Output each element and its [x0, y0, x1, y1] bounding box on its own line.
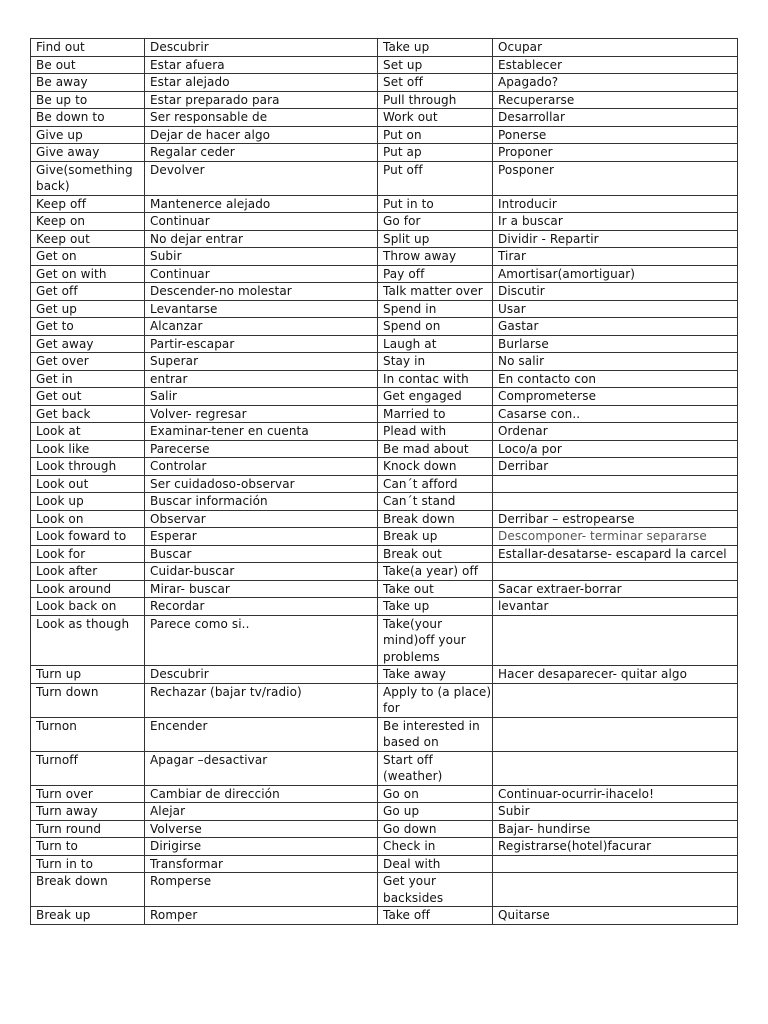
phrasal-verb-cell: Turn away: [31, 803, 145, 821]
spanish-meaning-cell: Observar: [145, 510, 378, 528]
phrasal-verb-cell: Talk matter over: [378, 283, 493, 301]
spanish-meaning-cell: Continuar-ocurrir-ihacelo!: [493, 785, 738, 803]
phrasal-verb-cell: Put in to: [378, 195, 493, 213]
spanish-meaning-cell: Usar: [493, 300, 738, 318]
spanish-meaning-cell: Descubrir: [145, 666, 378, 684]
phrasal-verb-cell: Laugh at: [378, 335, 493, 353]
phrasal-verb-cell: Knock down: [378, 458, 493, 476]
spanish-meaning-cell: Hacer desaparecer- quitar algo: [493, 666, 738, 684]
phrasal-verb-cell: Turn down: [31, 683, 145, 717]
spanish-meaning-cell: Sacar extraer-borrar: [493, 580, 738, 598]
phrasal-verb-cell: Get back: [31, 405, 145, 423]
spanish-meaning-cell: Apagado?: [493, 74, 738, 92]
phrasal-verb-cell: Work out: [378, 109, 493, 127]
spanish-meaning-cell: Controlar: [145, 458, 378, 476]
table-row: [31, 144, 738, 162]
phrasal-verb-cell: Throw away: [378, 248, 493, 266]
spanish-meaning-cell: Ser responsable de: [145, 109, 378, 127]
phrasal-verb-cell: Look like: [31, 440, 145, 458]
spanish-meaning-cell: Descender-no molestar: [145, 283, 378, 301]
phrasal-verb-cell: Can´t afford: [378, 475, 493, 493]
spanish-meaning-cell: [493, 563, 738, 581]
table-row: [31, 318, 738, 336]
phrasal-verb-cell: Take away: [378, 666, 493, 684]
table-row: [31, 74, 738, 92]
phrasal-verb-cell: Look as though: [31, 615, 145, 666]
spanish-meaning-cell: No dejar entrar: [145, 230, 378, 248]
spanish-meaning-cell: Examinar-tener en cuenta: [145, 423, 378, 441]
phrasal-verb-cell: Get off: [31, 283, 145, 301]
spanish-meaning-cell: [493, 751, 738, 785]
phrasal-verb-cell: Get to: [31, 318, 145, 336]
table-row: [31, 230, 738, 248]
spanish-meaning-cell: Derribar: [493, 458, 738, 476]
table-row: [31, 510, 738, 528]
phrasal-verbs-table: [30, 38, 738, 925]
spanish-meaning-cell: [493, 717, 738, 751]
phrasal-verb-cell: Put ap: [378, 144, 493, 162]
phrasal-verb-cell: Turnon: [31, 717, 145, 751]
table-row: [31, 388, 738, 406]
spanish-meaning-cell: En contacto con: [493, 370, 738, 388]
table-row: [31, 458, 738, 476]
spanish-meaning-cell: Gastar: [493, 318, 738, 336]
phrasal-verb-cell: Be out: [31, 56, 145, 74]
table-row: [31, 717, 738, 751]
spanish-meaning-cell: Parece como si..: [145, 615, 378, 666]
phrasal-verb-cell: Get your backsides: [378, 873, 493, 907]
phrasal-verb-cell: Break up: [378, 528, 493, 546]
phrasal-verb-cell: Set off: [378, 74, 493, 92]
spanish-meaning-cell: Discutir: [493, 283, 738, 301]
table-row: [31, 300, 738, 318]
phrasal-verb-cell: Turn up: [31, 666, 145, 684]
spanish-meaning-cell: Superar: [145, 353, 378, 371]
spanish-meaning-cell: Estar preparado para: [145, 91, 378, 109]
spanish-meaning-cell: Amortisar(amortiguar): [493, 265, 738, 283]
table-row: [31, 580, 738, 598]
phrasal-verb-cell: Look for: [31, 545, 145, 563]
spanish-meaning-cell: Transformar: [145, 855, 378, 873]
phrasal-verb-cell: Plead with: [378, 423, 493, 441]
spanish-meaning-cell: Estar afuera: [145, 56, 378, 74]
table-row: [31, 907, 738, 925]
table-row: [31, 283, 738, 301]
phrasal-verb-cell: Married to: [378, 405, 493, 423]
spanish-meaning-cell: Partir-escapar: [145, 335, 378, 353]
spanish-meaning-cell: Desarrollar: [493, 109, 738, 127]
phrasal-verb-cell: Break out: [378, 545, 493, 563]
spanish-meaning-cell: Romper: [145, 907, 378, 925]
table-row: [31, 873, 738, 907]
phrasal-verb-cell: Keep out: [31, 230, 145, 248]
spanish-meaning-cell: Parecerse: [145, 440, 378, 458]
phrasal-verb-cell: Turn over: [31, 785, 145, 803]
phrasal-verb-cell: Put off: [378, 161, 493, 195]
spanish-meaning-cell: Registrarse(hotel)facurar: [493, 838, 738, 856]
phrasal-verb-cell: Go on: [378, 785, 493, 803]
phrasal-verb-cell: Take up: [378, 39, 493, 57]
spanish-meaning-cell: Continuar: [145, 213, 378, 231]
table-row: [31, 56, 738, 74]
phrasal-verb-cell: Turn to: [31, 838, 145, 856]
phrasal-verb-cell: Be away: [31, 74, 145, 92]
spanish-meaning-cell: Bajar- hundirse: [493, 820, 738, 838]
table-row: [31, 335, 738, 353]
spanish-meaning-cell: Casarse con..: [493, 405, 738, 423]
spanish-meaning-cell: Ponerse: [493, 126, 738, 144]
phrasal-verb-cell: Look out: [31, 475, 145, 493]
table-row: [31, 751, 738, 785]
phrasal-verb-cell: Split up: [378, 230, 493, 248]
phrasal-verb-cell: Look around: [31, 580, 145, 598]
spanish-meaning-cell: Salir: [145, 388, 378, 406]
phrasal-verb-cell: Spend in: [378, 300, 493, 318]
phrasal-verb-cell: Be down to: [31, 109, 145, 127]
spanish-meaning-cell: Rechazar (bajar tv/radio): [145, 683, 378, 717]
phrasal-verb-cell: Check in: [378, 838, 493, 856]
table-row: [31, 91, 738, 109]
spanish-meaning-cell: Introducir: [493, 195, 738, 213]
spanish-meaning-cell: [493, 475, 738, 493]
phrasal-verb-cell: Look through: [31, 458, 145, 476]
spanish-meaning-cell: [493, 615, 738, 666]
phrasal-verb-cell: Look on: [31, 510, 145, 528]
table-row: [31, 820, 738, 838]
table-row: [31, 528, 738, 546]
phrasal-verb-cell: Get engaged: [378, 388, 493, 406]
spanish-meaning-cell: Subir: [493, 803, 738, 821]
spanish-meaning-cell: Esperar: [145, 528, 378, 546]
phrasal-verb-cell: Look foward to: [31, 528, 145, 546]
phrasal-verb-cell: Put on: [378, 126, 493, 144]
spanish-meaning-cell: Apagar –desactivar: [145, 751, 378, 785]
spanish-meaning-cell: [493, 683, 738, 717]
spanish-meaning-cell: Quitarse: [493, 907, 738, 925]
spanish-meaning-cell: Subir: [145, 248, 378, 266]
table-row: [31, 615, 738, 666]
table-row: [31, 666, 738, 684]
phrasal-verb-cell: Stay in: [378, 353, 493, 371]
phrasal-verb-cell: Take(a year) off: [378, 563, 493, 581]
table-row: [31, 803, 738, 821]
spanish-meaning-cell: Estar alejado: [145, 74, 378, 92]
spanish-meaning-cell: Dejar de hacer algo: [145, 126, 378, 144]
phrasal-verb-cell: Turn round: [31, 820, 145, 838]
phrasal-verb-cell: Go for: [378, 213, 493, 231]
phrasal-verb-cell: Start off (weather): [378, 751, 493, 785]
spanish-meaning-cell: Mantenerce alejado: [145, 195, 378, 213]
spanish-meaning-cell: Volver- regresar: [145, 405, 378, 423]
phrasal-verb-cell: Give away: [31, 144, 145, 162]
spanish-meaning-cell: Ir a buscar: [493, 213, 738, 231]
spanish-meaning-cell: Buscar: [145, 545, 378, 563]
spanish-meaning-cell: Ser cuidadoso-observar: [145, 475, 378, 493]
table-row: [31, 440, 738, 458]
phrasal-verb-cell: Give(something back): [31, 161, 145, 195]
phrasal-verb-cell: Be interested in based on: [378, 717, 493, 751]
phrasal-verb-cell: Take up: [378, 598, 493, 616]
spanish-meaning-cell: Alejar: [145, 803, 378, 821]
table-row: [31, 248, 738, 266]
table-row: [31, 39, 738, 57]
spanish-meaning-cell: Volverse: [145, 820, 378, 838]
table-row: [31, 109, 738, 127]
phrasal-verb-cell: Keep on: [31, 213, 145, 231]
phrasal-verb-cell: Get over: [31, 353, 145, 371]
phrasal-verb-cell: Get away: [31, 335, 145, 353]
phrasal-verb-cell: Get on with: [31, 265, 145, 283]
spanish-meaning-cell: Dirigirse: [145, 838, 378, 856]
table-row: [31, 423, 738, 441]
table-row: [31, 545, 738, 563]
phrasal-verb-cell: Look at: [31, 423, 145, 441]
spanish-meaning-cell: Descomponer- terminar separarse: [493, 528, 738, 546]
table-row: [31, 838, 738, 856]
table-row: [31, 353, 738, 371]
phrasal-verb-cell: Apply to (a place) for: [378, 683, 493, 717]
phrasal-verb-cell: Get out: [31, 388, 145, 406]
table-row: [31, 213, 738, 231]
spanish-meaning-cell: Comprometerse: [493, 388, 738, 406]
spanish-meaning-cell: [493, 873, 738, 907]
phrasal-verb-cell: Pull through: [378, 91, 493, 109]
spanish-meaning-cell: Continuar: [145, 265, 378, 283]
phrasal-verb-cell: Take(your mind)off your problems: [378, 615, 493, 666]
spanish-meaning-cell: [493, 493, 738, 511]
spanish-meaning-cell: Loco/a por: [493, 440, 738, 458]
table-row: [31, 161, 738, 195]
phrasal-verb-cell: Go down: [378, 820, 493, 838]
phrasal-verb-cell: Give up: [31, 126, 145, 144]
phrasal-verb-cell: Get on: [31, 248, 145, 266]
table-row: [31, 563, 738, 581]
spanish-meaning-cell: Recuperarse: [493, 91, 738, 109]
table-row: [31, 855, 738, 873]
spanish-meaning-cell: No salir: [493, 353, 738, 371]
phrasal-verb-cell: Be up to: [31, 91, 145, 109]
phrasal-verb-cell: Turnoff: [31, 751, 145, 785]
spanish-meaning-cell: Estallar-desatarse- escapard la carcel: [493, 545, 738, 563]
phrasal-verb-cell: Find out: [31, 39, 145, 57]
phrasal-verb-cell: Spend on: [378, 318, 493, 336]
table-row: [31, 195, 738, 213]
spanish-meaning-cell: Ocupar: [493, 39, 738, 57]
table-body: [31, 39, 738, 925]
spanish-meaning-cell: Posponer: [493, 161, 738, 195]
table-row: [31, 405, 738, 423]
phrasal-verb-cell: Turn in to: [31, 855, 145, 873]
phrasal-verb-cell: Pay off: [378, 265, 493, 283]
spanish-meaning-cell: Ordenar: [493, 423, 738, 441]
table-row: [31, 785, 738, 803]
spanish-meaning-cell: Encender: [145, 717, 378, 751]
spanish-meaning-cell: Dividir - Repartir: [493, 230, 738, 248]
phrasal-verb-cell: Can´t stand: [378, 493, 493, 511]
phrasal-verb-cell: Deal with: [378, 855, 493, 873]
spanish-meaning-cell: Cambiar de dirección: [145, 785, 378, 803]
vocabulary-sheet: [30, 38, 737, 925]
phrasal-verb-cell: Break down: [31, 873, 145, 907]
spanish-meaning-cell: Devolver: [145, 161, 378, 195]
spanish-meaning-cell: entrar: [145, 370, 378, 388]
table-row: [31, 265, 738, 283]
spanish-meaning-cell: Regalar ceder: [145, 144, 378, 162]
phrasal-verb-cell: Be mad about: [378, 440, 493, 458]
phrasal-verb-cell: Go up: [378, 803, 493, 821]
phrasal-verb-cell: In contac with: [378, 370, 493, 388]
phrasal-verb-cell: Get in: [31, 370, 145, 388]
spanish-meaning-cell: Buscar información: [145, 493, 378, 511]
phrasal-verb-cell: Look up: [31, 493, 145, 511]
phrasal-verb-cell: Keep off: [31, 195, 145, 213]
spanish-meaning-cell: Establecer: [493, 56, 738, 74]
spanish-meaning-cell: Derribar – estropearse: [493, 510, 738, 528]
phrasal-verb-cell: Break up: [31, 907, 145, 925]
spanish-meaning-cell: Romperse: [145, 873, 378, 907]
table-row: [31, 126, 738, 144]
spanish-meaning-cell: [493, 855, 738, 873]
phrasal-verb-cell: Look back on: [31, 598, 145, 616]
spanish-meaning-cell: Descubrir: [145, 39, 378, 57]
table-row: [31, 475, 738, 493]
phrasal-verb-cell: Get up: [31, 300, 145, 318]
phrasal-verb-cell: Look after: [31, 563, 145, 581]
spanish-meaning-cell: Alcanzar: [145, 318, 378, 336]
spanish-meaning-cell: Burlarse: [493, 335, 738, 353]
phrasal-verb-cell: Take out: [378, 580, 493, 598]
spanish-meaning-cell: Proponer: [493, 144, 738, 162]
table-row: [31, 370, 738, 388]
phrasal-verb-cell: Break down: [378, 510, 493, 528]
spanish-meaning-cell: levantar: [493, 598, 738, 616]
table-row: [31, 598, 738, 616]
phrasal-verb-cell: Take off: [378, 907, 493, 925]
spanish-meaning-cell: Recordar: [145, 598, 378, 616]
spanish-meaning-cell: Cuidar-buscar: [145, 563, 378, 581]
table-row: [31, 493, 738, 511]
spanish-meaning-cell: Mirar- buscar: [145, 580, 378, 598]
phrasal-verb-cell: Set up: [378, 56, 493, 74]
table-row: [31, 683, 738, 717]
spanish-meaning-cell: Tirar: [493, 248, 738, 266]
spanish-meaning-cell: Levantarse: [145, 300, 378, 318]
